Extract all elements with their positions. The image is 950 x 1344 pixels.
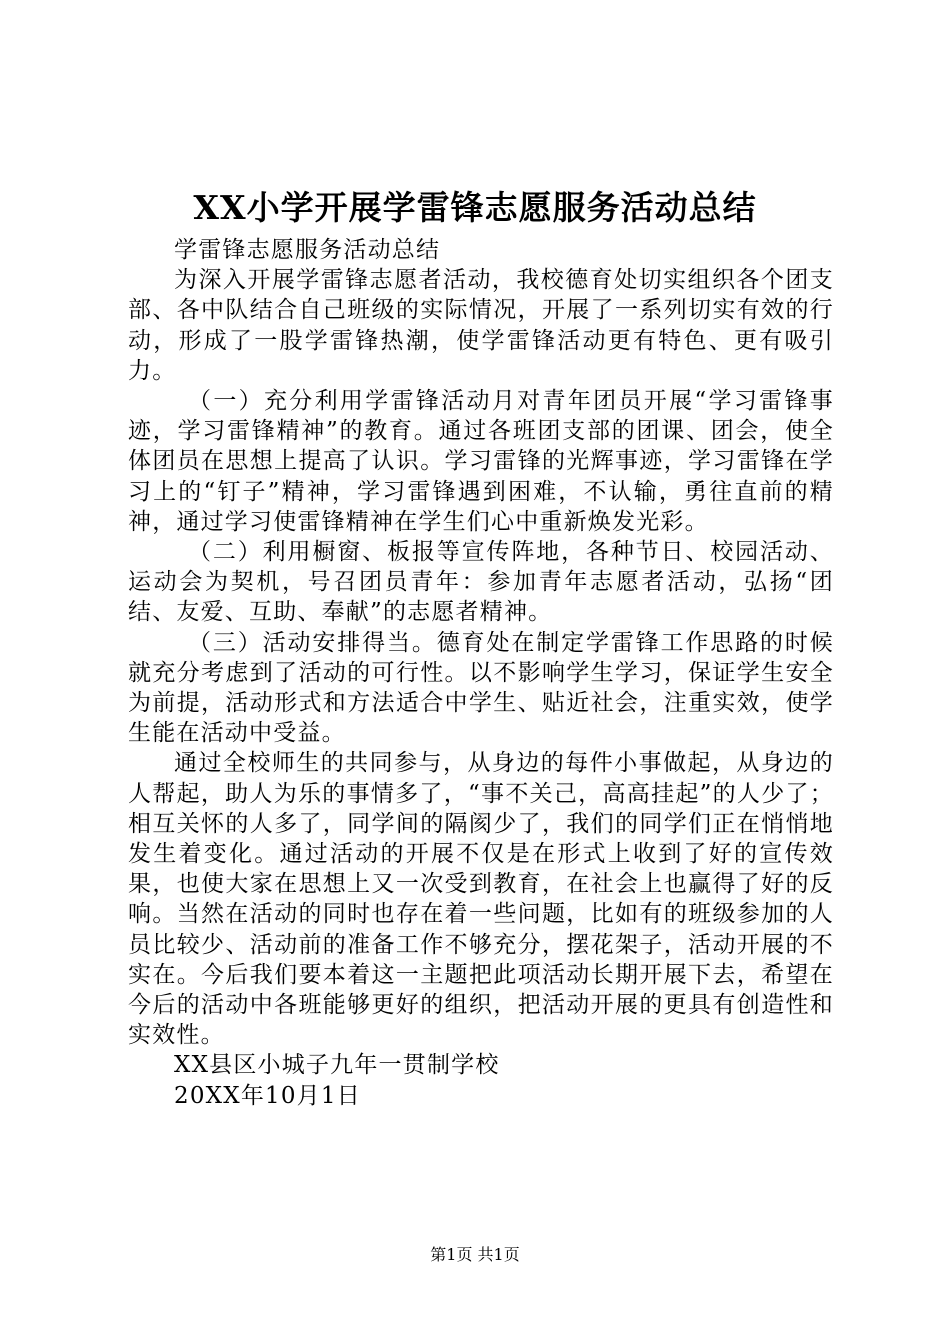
paragraph-item-3: （三）活动安排得当。德育处在制定学雷锋工作思路的时候就充分考虑到了活动的可行性。以不影响学生学习，保证学生安全为前提，活动形式和方法适合中学生、贴近社会，注重实效，使学生能在活动中受益。	[128, 629, 834, 747]
document-title: XX小学开展学雷锋志愿服务活动总结	[193, 188, 757, 227]
paragraph-item-1: （一）充分利用学雷锋活动月对青年团员开展“学习雷锋事迹，学习雷锋精神”的教育。通过各班团支部的团课、团会，使全体团员在思想上提高了认识。学习雷锋的光辉事迹，学习雷锋在学习上的“钉子”精神，学习雷锋遇到困难，不认输，勇往直前的精神，通过学习使雷锋精神在学生们心中重新焕发光彩。	[128, 388, 834, 535]
page-footer: 第1页 共1页	[430, 1245, 520, 1264]
paragraph-intro: 为深入开展学雷锋志愿者活动，我校德育处切实组织各个团支部、各中队结合自己班级的实际情况，开展了一系列切实有效的行动，形成了一股学雷锋热潮，使学雷锋活动更有特色、更有吸引力。	[128, 267, 834, 384]
paragraph-conclusion: 通过全校师生的共同参与，从身边的每件小事做起，从身边的人帮起，助人为乐的事情多了，“事不关己，高高挂起”的人少了；相互关怀的人多了，同学间的隔阂少了，我们的同学们正在悄悄地发生着变化。通过活动的开展不仅是在形式上收到了好的宣传效果，也使大家在思想上又一次受到教育，在社会上也赢得了好的反响。当然在活动的同时也存在着一些问题，比如有的班级参加的人员比较少、活动前的准备工作不够充分，摆花架子，活动开展的不实在。今后我们要本着这一主题把此项活动长期开展下去，希望在今后的活动中各班能够更好的组织，把活动开展的更具有创造性和实效性。	[128, 750, 834, 1049]
signature-organization: XX县区小城子九年一贯制学校	[174, 1052, 500, 1079]
signature-date: 20XX年10月1日	[174, 1082, 361, 1109]
paragraph-item-2: （二）利用橱窗、板报等宣传阵地，各种节日、校园活动、运动会为契机，号召团员青年：参加青年志愿者活动，弘扬“团结、友爱、互助、奉献”的志愿者精神。	[128, 539, 834, 626]
subtitle-line: 学雷锋志愿服务活动总结	[174, 237, 441, 263]
document-body	[128, 235, 834, 1111]
